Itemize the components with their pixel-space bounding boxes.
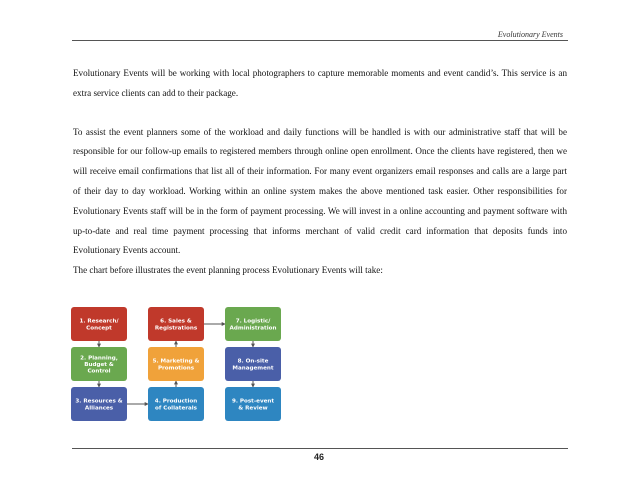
- process-step-8: [225, 347, 281, 381]
- paragraph-chart-intro: The chart before illustrates the event planning process Evolutionary Events will take:: [73, 265, 383, 276]
- process-step-5: [148, 347, 204, 381]
- process-step-label: Control: [87, 368, 111, 375]
- process-step-label: 2. Planning,: [80, 355, 118, 362]
- process-step-label: 9. Post-event: [231, 398, 275, 405]
- process-step-9: [225, 387, 281, 421]
- process-step-label: Concept: [86, 325, 112, 332]
- process-step-label: 6. Sales &: [160, 318, 192, 325]
- process-step-1: [71, 307, 127, 341]
- process-step-label: & Review: [238, 405, 268, 412]
- process-diagram-svg: [66, 305, 286, 425]
- paragraph-admin-staff: To assist the event planners some of the workload and daily functions will be handled is with our administrative staff that will be responsible for our follow-up emails to registered members through online open enrollment. Once the clients have registered, then we will receive email confirmations that list all of their information. For many event organizers email responses and calls are a large part of their day to day workload. Working within an online system makes the above mentioned task easier. Other responsibilities for Evolutionary Events staff will be in the form of payment processing. We will invest in a online accounting and payment software with up-to-date and real time payment processing that informs merchant of valid credit card information that deposits funds into Evolutionary Events account.: [73, 126, 567, 256]
- process-step-6: [148, 307, 204, 341]
- process-step-4: [148, 387, 204, 421]
- process-step-label: Management: [232, 365, 274, 372]
- process-step-label: 7. Logistic/: [235, 318, 271, 325]
- process-diagram: [66, 305, 286, 425]
- process-step-2: [71, 347, 127, 381]
- paragraph-gap: [73, 104, 567, 123]
- footer-divider: [72, 448, 568, 449]
- process-step-label: 5. Marketing &: [152, 358, 200, 365]
- process-step-label: Alliances: [84, 405, 114, 412]
- process-step-3: [71, 387, 127, 421]
- process-step-label: Registrations: [154, 325, 198, 332]
- process-step-label: Administration: [229, 325, 277, 332]
- process-step-label: 3. Resources &: [75, 398, 123, 405]
- process-step-label: Promotions: [157, 365, 195, 372]
- header-title: Evolutionary Events: [497, 30, 563, 39]
- paragraph-photography: Evolutionary Events will be working with local photographers to capture memorable moments and event candid’s. This service is an extra service clients can add to their package.: [73, 68, 567, 98]
- document-body: [73, 64, 567, 281]
- process-step-label: 1. Research/: [79, 318, 119, 325]
- header-divider: [72, 40, 568, 41]
- page-number: 46: [313, 452, 324, 462]
- process-step-label: 4. Production: [154, 398, 198, 405]
- process-step-label: of Collaterals: [154, 405, 198, 412]
- process-step-label: Budget &: [84, 362, 114, 368]
- process-step-label: 8. On-site: [237, 358, 269, 365]
- process-step-7: [225, 307, 281, 341]
